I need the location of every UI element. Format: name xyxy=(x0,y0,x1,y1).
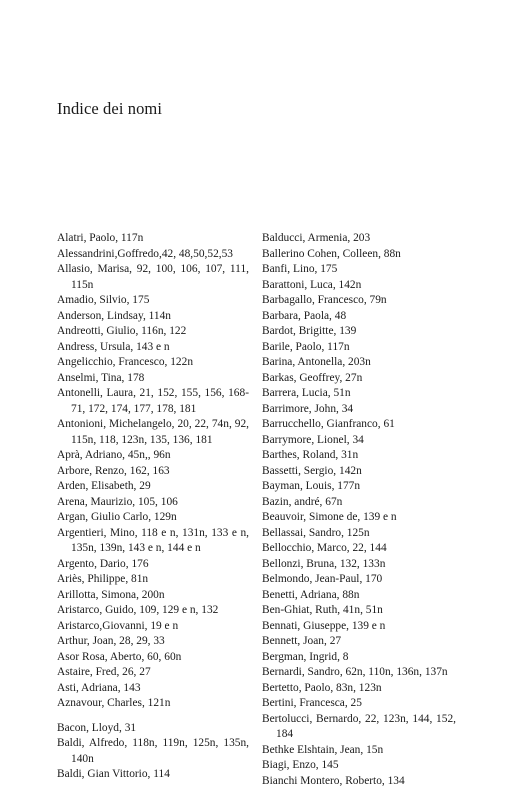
index-entry: Anselmi, Tina, 178 xyxy=(57,371,145,384)
index-entry: Antonioni, Michelangelo, 20, 22, 74n, 92, 115n, 118, 123n, 135, 136, 181 xyxy=(57,418,249,446)
index-entry: Barkas, Geoffrey, 27n xyxy=(262,371,363,384)
index-entry: Ben-Ghiat, Ruth, 41n, 51n xyxy=(262,604,383,616)
index-entry: Bertolucci, Bernardo, 22, 123n, 144, 152, 184 xyxy=(262,712,456,740)
index-entry: Biagi, Enzo, 145 xyxy=(262,759,339,771)
index-entry: Anderson, Lindsay, 114n xyxy=(57,309,171,322)
index-entry: Bergman, Ingrid, 8 xyxy=(262,650,349,663)
index-entry: Belmondo, Jean-Paul, 170 xyxy=(262,573,383,585)
index-entry: Asti, Adriana, 143 xyxy=(57,681,141,694)
index-entry: Argento, Dario, 176 xyxy=(57,557,149,570)
index-entry: Bianchi Montero, Roberto, 134 xyxy=(262,774,405,787)
index-entry: Beauvoir, Simone de, 139 e n xyxy=(262,511,397,523)
index-entry: Bernardi, Sandro, 62n, 110n, 136n, 137n xyxy=(262,666,448,678)
index-entry: Arena, Maurizio, 105, 106 xyxy=(57,495,178,508)
index-entry: Bethke Elshtain, Jean, 15n xyxy=(262,743,384,756)
index-entry: Baldi, Gian Vittorio, 114 xyxy=(57,768,170,780)
index-entry: Bayman, Louis, 177n xyxy=(262,480,361,492)
index-column-left xyxy=(57,231,249,783)
index-entry: Barattoni, Luca, 142n xyxy=(262,278,362,291)
index-entry: Bardot, Brigitte, 139 xyxy=(262,325,357,337)
index-entry: Aznavour, Charles, 121n xyxy=(57,697,171,709)
index-entry: Ariès, Philippe, 81n xyxy=(57,573,149,585)
index-entry: Baldi, Alfredo, 118n, 119n, 125n, 135n, 140n xyxy=(57,737,249,765)
index-entry: Arbore, Renzo, 162, 163 xyxy=(57,464,170,477)
index-entry: Bennett, Joan, 27 xyxy=(262,635,342,647)
index-entry: Allasio, Marisa, 92, 100, 106, 107, 111, 115n xyxy=(57,263,249,291)
index-entry: Antonelli, Laura, 21, 152, 155, 156, 168-71, 172, 174, 177, 178, 181 xyxy=(57,387,249,415)
index-entry: Bassetti, Sergio, 142n xyxy=(262,464,362,477)
index-entry: Bazin, andré, 67n xyxy=(262,495,343,508)
index-entry: Arillotta, Simona, 200n xyxy=(57,588,165,601)
index-entry: Balducci, Armenia, 203 xyxy=(262,232,371,244)
index-entry: Argan, Giulio Carlo, 129n xyxy=(57,511,177,523)
index-entry: Barile, Paolo, 117n xyxy=(262,340,350,353)
index-entry: Angelicchio, Francesco, 122n xyxy=(57,356,194,368)
index-entry: Barbara, Paola, 48 xyxy=(262,309,347,322)
index-entry: Alessandrini,Goffredo,42, 48,50,52,53 xyxy=(57,247,234,260)
index-entry: Astaire, Fred, 26, 27 xyxy=(57,666,151,678)
index-entry: Barthes, Roland, 31n xyxy=(262,449,359,461)
index-entry: Arthur, Joan, 28, 29, 33 xyxy=(57,635,165,647)
index-entry: Amadio, Silvio, 175 xyxy=(57,294,150,306)
index-entry: Barrucchello, Gianfranco, 61 xyxy=(262,418,395,430)
index-entry: Barrimore, John, 34 xyxy=(262,402,354,415)
index-entry: Arden, Elisabeth, 29 xyxy=(57,480,151,492)
index-entry: Asor Rosa, Aberto, 60, 60n xyxy=(57,650,182,663)
index-entry: Barrera, Lucia, 51n xyxy=(262,387,351,399)
index-entry: Barrymore, Lionel, 34 xyxy=(262,433,364,446)
index-entry: Bertetto, Paolo, 83n, 123n xyxy=(262,681,382,694)
index-entry: Benetti, Adriana, 88n xyxy=(262,588,360,601)
index-entry: Bacon, Lloyd, 31 xyxy=(57,721,137,734)
index-entry: Bellassai, Sandro, 125n xyxy=(262,526,370,539)
index-column-right xyxy=(262,231,456,789)
index-entry: Andress, Ursula, 143 e n xyxy=(57,340,170,353)
index-entry: Aprà, Adriano, 45n,, 96n xyxy=(57,449,171,461)
index-entry: Andreotti, Giulio, 116n, 122 xyxy=(57,325,187,337)
page-title: Indice dei nomi xyxy=(57,99,163,118)
index-entry: Bellocchio, Marco, 22, 144 xyxy=(262,542,387,554)
index-entry: Aristarco, Guido, 109, 129 e n, 132 xyxy=(57,604,219,616)
index-entry: Banfi, Lino, 175 xyxy=(262,263,338,275)
index-entry: Bennati, Giuseppe, 139 e n xyxy=(262,619,386,632)
index-entry: Alatri, Paolo, 117n xyxy=(57,232,144,244)
index-entry: Aristarco,Giovanni, 19 e n xyxy=(57,619,179,632)
index-entry: Barina, Antonella, 203n xyxy=(262,356,371,368)
index-entry: Ballerino Cohen, Colleen, 88n xyxy=(262,247,401,260)
index-entry: Bertini, Francesca, 25 xyxy=(262,697,362,709)
index-entry: Bellonzi, Bruna, 132, 133n xyxy=(262,557,386,570)
index-entry: Barbagallo, Francesco, 79n xyxy=(262,294,387,306)
index-entry: Argentieri, Mino, 118 e n, 131n, 133 e n, 135n, 139n, 143 e n, 144 e n xyxy=(57,526,249,554)
